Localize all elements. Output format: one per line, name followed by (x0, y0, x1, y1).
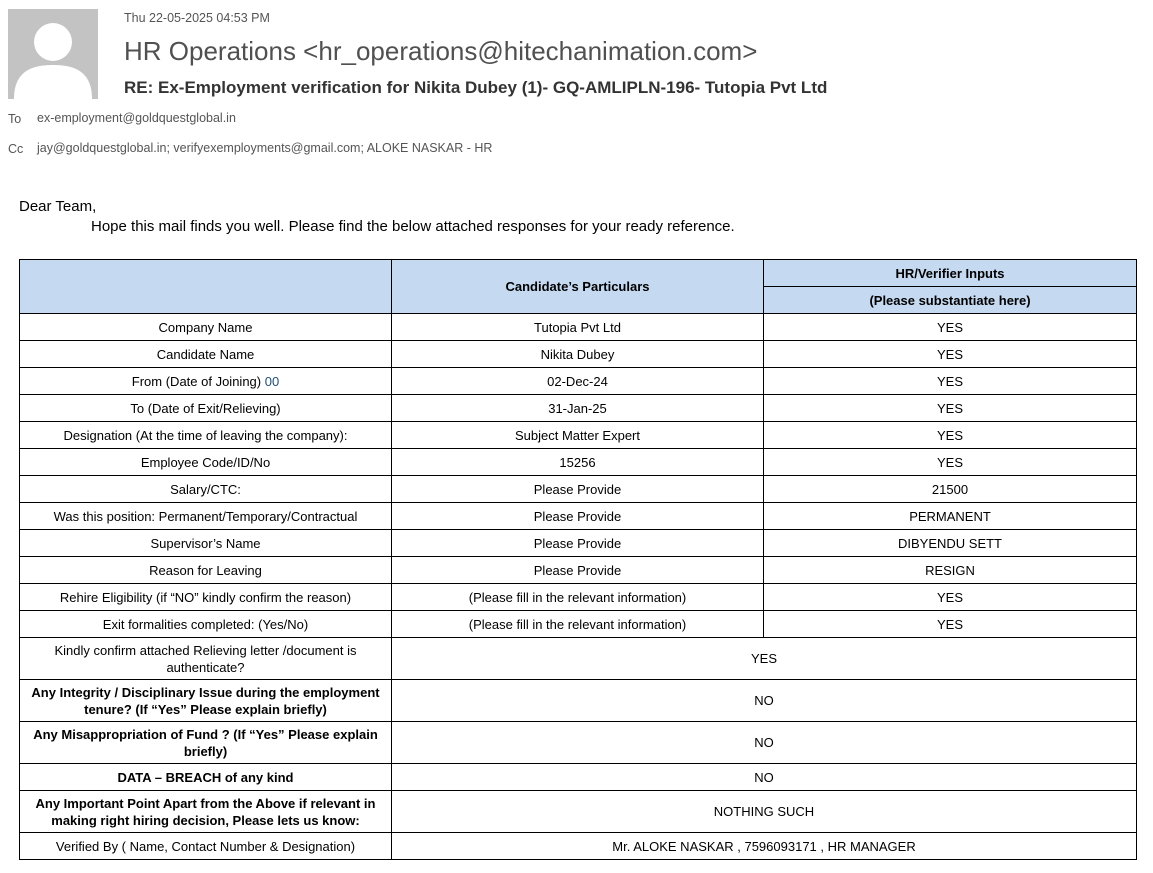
row-label (20, 314, 392, 341)
table-row (20, 638, 1137, 680)
row-label (20, 368, 392, 395)
row-label: DATA – BREACH of any kind (20, 764, 392, 791)
row-label: Kindly confirm attached Relieving letter /document is authenticate? (20, 638, 392, 680)
row-particular: Please Provide (392, 530, 764, 557)
header-hr-inputs-sub: (Please substantiate here) (764, 287, 1137, 314)
row-label (20, 449, 392, 476)
row-particular: Please Provide (392, 503, 764, 530)
email-date: Thu 22-05-2025 04:53 PM (124, 11, 270, 25)
table-row (20, 422, 1137, 449)
row-label: Verified By ( Name, Contact Number & Designation) (20, 833, 392, 860)
row-hr-input: PERMANENT (764, 503, 1137, 530)
table-row (20, 395, 1137, 422)
row-value: YES (392, 638, 1137, 680)
row-label-text: Candidate Name (156, 346, 255, 362)
table-row (20, 557, 1137, 584)
table-row (20, 611, 1137, 638)
sender-avatar (8, 9, 98, 99)
row-label: Any Misappropriation of Fund ? (If “Yes” Please explain briefly) (20, 722, 392, 764)
row-hr-input: YES (764, 584, 1137, 611)
row-label-text: Company Name (158, 319, 253, 335)
row-label (20, 530, 392, 557)
table-row (20, 476, 1137, 503)
row-hr-input: DIBYENDU SETT (764, 530, 1137, 557)
row-label-text: Employee Code/ID/No (140, 454, 271, 470)
row-label (20, 422, 392, 449)
email-subject: RE: Ex-Employment verification for Nikita Dubey (1)- GQ-AMLIPLN-196- Tutopia Pvt Ltd (124, 78, 828, 97)
table-row (20, 449, 1137, 476)
row-label-text: Rehire Eligibility (if “NO” kindly confirm the reason) (59, 589, 352, 605)
table-row (20, 764, 1137, 791)
row-label-text: Designation (At the time of leaving the company): (63, 427, 348, 443)
table-row (20, 722, 1137, 764)
row-particular: Nikita Dubey (392, 341, 764, 368)
row-value: NO (392, 680, 1137, 722)
table-row (20, 833, 1137, 860)
row-label (20, 611, 392, 638)
row-hr-input: 21500 (764, 476, 1137, 503)
table-row (20, 791, 1137, 833)
row-label (20, 503, 392, 530)
row-value: NO (392, 764, 1137, 791)
verification-table (19, 259, 1137, 860)
cc-label: Cc (8, 142, 24, 156)
row-label (20, 341, 392, 368)
header-blank-cell (20, 260, 392, 314)
row-label (20, 584, 392, 611)
row-hr-input: YES (764, 368, 1137, 395)
row-label (20, 476, 392, 503)
row-label: Any Important Point Apart from the Above if relevant in making right hiring decision, Please lets us know: (20, 791, 392, 833)
header-hr-inputs: HR/Verifier Inputs (764, 260, 1137, 287)
row-hr-input: RESIGN (764, 557, 1137, 584)
to-label: To (8, 112, 22, 126)
row-particular: Please Provide (392, 557, 764, 584)
person-icon (8, 9, 98, 99)
row-hr-input: YES (764, 395, 1137, 422)
table-row (20, 341, 1137, 368)
row-particular: Please Provide (392, 476, 764, 503)
table-row (20, 680, 1137, 722)
row-label-text: Exit formalities completed: (Yes/No) (102, 616, 309, 632)
row-particular: Subject Matter Expert (392, 422, 764, 449)
row-particular: Tutopia Pvt Ltd (392, 314, 764, 341)
cc-recipients[interactable]: jay@goldquestglobal.in; verifyexemployments@gmail.com; ALOKE NASKAR - HR (37, 141, 493, 155)
row-hr-input: YES (764, 611, 1137, 638)
header-candidate-particulars: Candidate’s Particulars (392, 260, 764, 314)
row-label (20, 395, 392, 422)
row-value: NO (392, 722, 1137, 764)
row-particular: (Please fill in the relevant information) (392, 584, 764, 611)
row-label-text: Supervisor’s Name (150, 535, 261, 551)
row-particular: 15256 (392, 449, 764, 476)
row-hr-input: YES (764, 422, 1137, 449)
row-hr-input: YES (764, 314, 1137, 341)
greeting: Dear Team, (19, 198, 97, 215)
row-value: NOTHING SUCH (392, 791, 1137, 833)
table-row (20, 368, 1137, 395)
row-particular: 31-Jan-25 (392, 395, 764, 422)
row-hr-input: YES (764, 449, 1137, 476)
table-row (20, 530, 1137, 557)
table-row (20, 584, 1137, 611)
row-label-text: To (Date of Exit/Relieving) (130, 400, 281, 416)
row-particular: 02-Dec-24 (392, 368, 764, 395)
row-label-text: Reason for Leaving (149, 562, 262, 578)
table-row (20, 314, 1137, 341)
row-label: Any Integrity / Disciplinary Issue during the employment tenure? (If “Yes” Please explain briefly) (20, 680, 392, 722)
intro-text: Hope this mail finds you well. Please find the below attached responses for your ready reference. (91, 218, 735, 235)
row-label-text: Was this position: Permanent/Temporary/Contractual (53, 508, 358, 524)
row-particular: (Please fill in the relevant information) (392, 611, 764, 638)
row-label (20, 557, 392, 584)
row-label-text: From (Date of Joining) (131, 373, 262, 389)
row-label-text: Salary/CTC: (170, 481, 241, 497)
to-recipients[interactable]: ex-employment@goldquestglobal.in (37, 111, 236, 125)
table-row (20, 503, 1137, 530)
row-label-suffix: 00 (264, 373, 280, 389)
email-sender[interactable]: HR Operations <hr_operations@hitechanimation.com> (124, 36, 758, 66)
row-value: Mr. ALOKE NASKAR , 7596093171 , HR MANAGER (392, 833, 1137, 860)
row-hr-input: YES (764, 341, 1137, 368)
